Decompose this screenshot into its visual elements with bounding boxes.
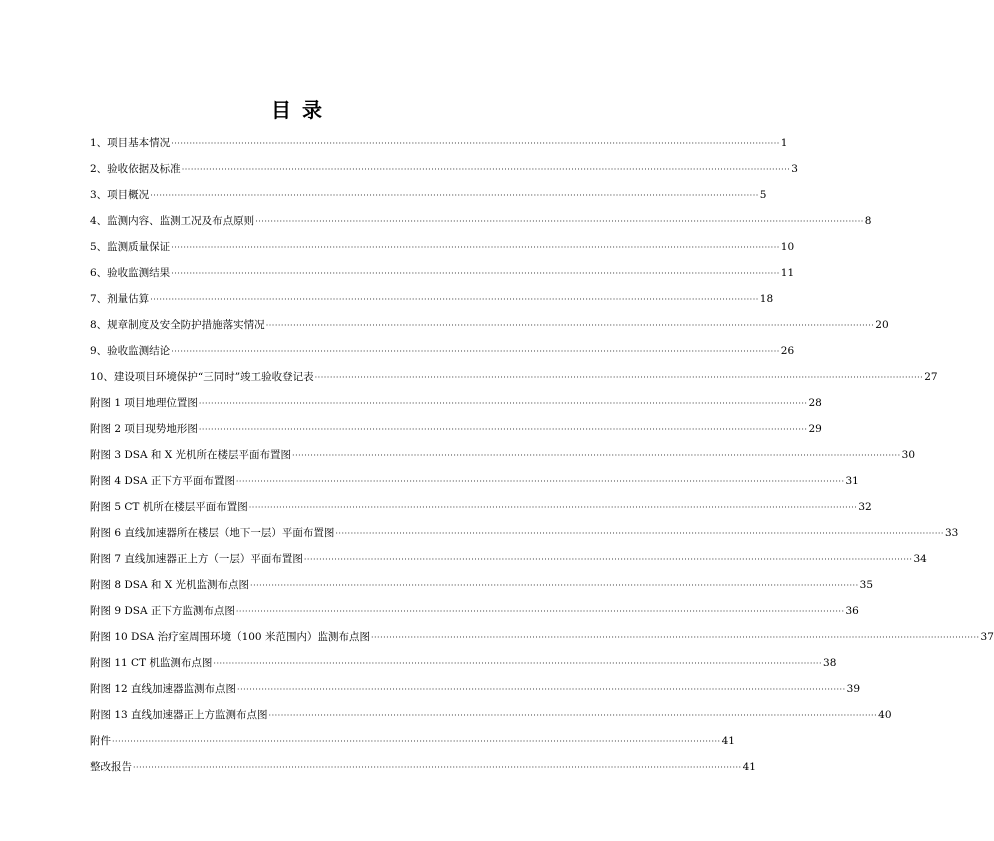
toc-entry-label: 附图 4 DSA 正下方平面布置图 <box>90 475 235 487</box>
toc-entry[interactable] <box>90 410 822 436</box>
toc-entry[interactable] <box>90 228 795 254</box>
toc-entry-label: 附件 <box>90 735 111 747</box>
toc-leader-dots: ········································································································································································································ <box>198 425 808 434</box>
table-of-contents <box>90 124 994 774</box>
toc-leader-dots: ········································································································································································································ <box>370 633 980 642</box>
toc-entry[interactable] <box>90 592 859 618</box>
toc-entry-label: 整改报告 <box>90 761 132 773</box>
toc-entry-label: 附图 7 直线加速器正上方（一层）平面布置图 <box>90 553 303 565</box>
toc-entry-page-number: 20 <box>875 319 889 331</box>
toc-leader-dots: ········································································································································································································ <box>235 607 845 616</box>
toc-entry-label: 附图 5 CT 机所在楼层平面布置图 <box>90 501 248 513</box>
toc-entry[interactable] <box>90 150 798 176</box>
toc-entry-page-number: 10 <box>780 241 795 253</box>
toc-entry[interactable] <box>90 540 927 566</box>
toc-entry-label: 附图 8 DSA 和 X 光机监测布点图 <box>90 579 250 591</box>
toc-leader-dots: ········································································································································································································ <box>198 399 808 408</box>
toc-leader-dots: ········································································································································································································ <box>303 555 913 564</box>
toc-entry[interactable] <box>90 462 859 488</box>
toc-entry[interactable] <box>90 358 938 384</box>
toc-entry-page-number: 35 <box>859 579 874 591</box>
toc-entry-page-number: 33 <box>944 527 959 539</box>
toc-entry-page-number: 26 <box>780 345 795 357</box>
toc-entry-label: 10、建设项目环境保护“三同时”竣工验收登记表 <box>90 371 314 383</box>
toc-leader-dots: ········································································································································································································ <box>255 217 864 226</box>
toc-entry-label: 7、剂量估算 <box>90 293 150 305</box>
toc-leader-dots: ········································································································································································································ <box>314 373 924 382</box>
toc-entry[interactable] <box>90 670 861 696</box>
page-title: 目 录 <box>271 98 324 122</box>
toc-entry-label: 5、监测质量保证 <box>90 241 171 253</box>
toc-entry-label: 附图 2 项目现势地形图 <box>90 423 198 435</box>
toc-entry-page-number: 31 <box>845 475 859 487</box>
toc-entry-page-number: 11 <box>780 267 795 279</box>
toc-entry-page-number: 38 <box>823 657 837 669</box>
toc-entry-label: 8、规章制度及安全防护措施落实情况 <box>90 319 265 331</box>
toc-entry[interactable] <box>90 124 788 150</box>
toc-entry[interactable] <box>90 618 994 644</box>
toc-entry-label: 3、项目概况 <box>90 189 150 201</box>
toc-entry-page-number: 40 <box>878 709 892 721</box>
toc-leader-dots: ········································································································································································································ <box>268 711 878 720</box>
toc-entry-page-number: 41 <box>742 761 756 773</box>
toc-entry[interactable] <box>90 566 874 592</box>
toc-entry-page-number: 30 <box>901 449 916 461</box>
toc-entry[interactable] <box>90 748 756 774</box>
toc-entry-label: 9、验收监测结论 <box>90 345 171 357</box>
toc-leader-dots: ········································································································································································································ <box>248 503 858 512</box>
toc-entry-label: 附图 13 直线加速器正上方监测布点图 <box>90 709 268 721</box>
toc-entry-page-number: 28 <box>808 397 822 409</box>
toc-leader-dots: ········································································································································································································ <box>171 139 780 148</box>
toc-entry-page-number: 36 <box>845 605 859 617</box>
toc-entry-page-number: 37 <box>980 631 994 643</box>
toc-entry-page-number: 27 <box>924 371 938 383</box>
toc-leader-dots: ········································································································································································································ <box>213 659 823 668</box>
toc-leader-dots: ········································································································································································································ <box>237 685 846 694</box>
toc-entry[interactable] <box>90 280 774 306</box>
toc-entry[interactable] <box>90 722 735 748</box>
toc-entry-page-number: 8 <box>864 215 872 227</box>
toc-leader-dots: ········································································································································································································ <box>171 269 780 278</box>
toc-leader-dots: ········································································································································································································ <box>150 295 759 304</box>
toc-entry-page-number: 32 <box>858 501 872 513</box>
toc-entry[interactable] <box>90 254 795 280</box>
toc-entry[interactable] <box>90 332 795 358</box>
toc-entry[interactable] <box>90 384 822 410</box>
toc-leader-dots: ········································································································································································································ <box>133 763 742 772</box>
toc-entry-label: 附图 11 CT 机监测布点图 <box>90 657 213 669</box>
toc-entry-page-number: 1 <box>780 137 788 149</box>
toc-entry-label: 4、监测内容、监测工况及布点原则 <box>90 215 255 227</box>
toc-entry-label: 附图 1 项目地理位置图 <box>90 397 198 409</box>
toc-entry-page-number: 34 <box>913 553 927 565</box>
toc-leader-dots: ········································································································································································································ <box>335 529 944 538</box>
toc-entry[interactable] <box>90 696 892 722</box>
toc-entry-label: 附图 3 DSA 和 X 光机所在楼层平面布置图 <box>90 449 292 461</box>
toc-leader-dots: ········································································································································································································ <box>171 243 780 252</box>
toc-entry[interactable] <box>90 514 959 540</box>
toc-leader-dots: ········································································································································································································ <box>265 321 875 330</box>
toc-entry[interactable] <box>90 202 872 228</box>
toc-leader-dots: ········································································································································································································ <box>181 165 791 174</box>
toc-entry-page-number: 39 <box>846 683 861 695</box>
toc-entry[interactable] <box>90 306 889 332</box>
toc-entry[interactable] <box>90 488 872 514</box>
toc-entry-label: 附图 10 DSA 治疗室周围环境（100 米范围内）监测布点图 <box>90 631 370 643</box>
toc-entry[interactable] <box>90 436 916 462</box>
toc-entry[interactable] <box>90 644 837 670</box>
toc-leader-dots: ········································································································································································································ <box>235 477 845 486</box>
toc-entry[interactable] <box>90 176 767 202</box>
toc-leader-dots: ········································································································································································································ <box>112 737 721 746</box>
toc-entry-label: 附图 9 DSA 正下方监测布点图 <box>90 605 235 617</box>
toc-leader-dots: ········································································································································································································ <box>250 581 859 590</box>
toc-entry-page-number: 29 <box>808 423 822 435</box>
toc-leader-dots: ········································································································································································································ <box>171 347 780 356</box>
toc-entry-label: 附图 12 直线加速器监测布点图 <box>90 683 237 695</box>
toc-entry-page-number: 41 <box>721 735 735 747</box>
toc-entry-label: 附图 6 直线加速器所在楼层（地下一层）平面布置图 <box>90 527 335 539</box>
toc-leader-dots: ········································································································································································································ <box>150 191 759 200</box>
toc-entry-label: 6、验收监测结果 <box>90 267 171 279</box>
toc-leader-dots: ········································································································································································································ <box>292 451 901 460</box>
toc-entry-page-number: 18 <box>759 293 774 305</box>
toc-entry-label: 1、项目基本情况 <box>90 137 171 149</box>
toc-entry-page-number: 3 <box>791 163 798 175</box>
toc-entry-page-number: 5 <box>759 189 767 201</box>
toc-entry-label: 2、验收依据及标准 <box>90 163 181 175</box>
